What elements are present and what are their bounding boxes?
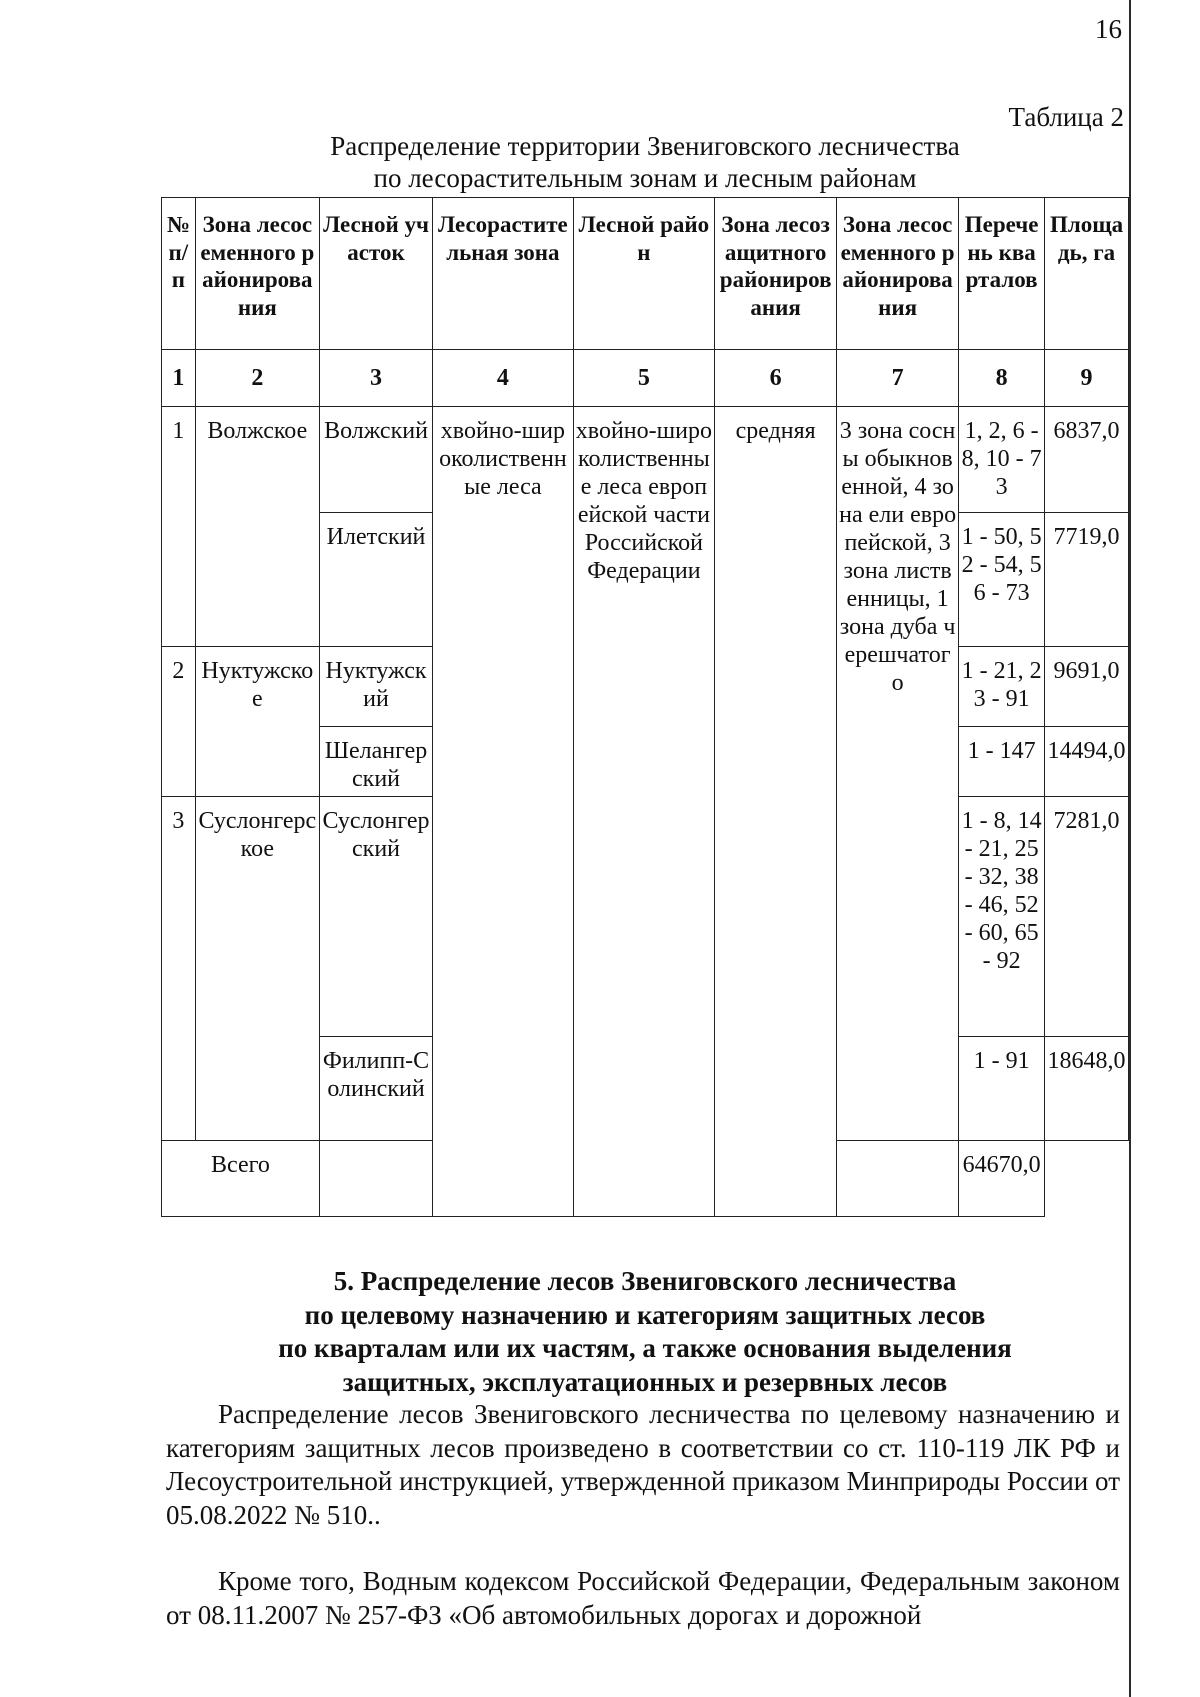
- header-seed-zone: Зона лесосеменного районирования: [195, 198, 319, 350]
- quarters-cell: 1 - 8, 14 - 21, 25 - 32, 38 - 46, 52 - 60, 65 - 92: [959, 797, 1045, 1037]
- column-number: 6: [715, 350, 837, 407]
- area-cell: 7719,0: [1045, 513, 1129, 647]
- quarters-cell: 1, 2, 6 - 8, 10 - 73: [959, 407, 1045, 513]
- table-header-row: [162, 198, 1129, 350]
- section-5-paragraph-1: Распределение лесов Звениговского лесничества по целевому назначению и категориям защитных лесов произведено в соответствии со ст. 110-119 ЛК РФ и Лесоустроительной инструкцией, утвержденной приказом Минприроды России от 05.08.2022 № 510..: [166, 1399, 1120, 1530]
- section-5-paragraph-2: Кроме того, Водным кодексом Российской Федерации, Федеральным законом от 08.11.2007 № 257-ФЗ «Об автомобильных дорогах и дорожной: [166, 1566, 1120, 1630]
- header-row-number: № п/п: [162, 198, 196, 350]
- forest-section-cell: Илетский: [319, 513, 432, 647]
- section-heading-line-1: 5. Распределение лесов Звениговского лесничества: [333, 1266, 957, 1296]
- seed-zone-cell: Нуктужское: [195, 647, 319, 797]
- forest-section-cell: Нуктужский: [319, 647, 432, 727]
- forest-section-cell: Волжский: [319, 407, 432, 513]
- table-row: [162, 407, 1129, 513]
- table-caption-line-1: Распределение территории Звениговского лесничества: [330, 131, 960, 161]
- column-number: 9: [1045, 350, 1129, 407]
- row-number: 1: [162, 407, 196, 647]
- row-number: 2: [162, 647, 196, 797]
- header-forest-section: Лесной участок: [319, 198, 432, 350]
- section-heading-line-3: по кварталам или их частям, а также основания выделения: [278, 1333, 1012, 1363]
- header-vegetation-zone: Лесорастительная зона: [433, 198, 573, 350]
- total-empty-cell: [837, 1141, 959, 1217]
- table-label: Таблица 2: [1008, 102, 1124, 132]
- column-number: 2: [195, 350, 319, 407]
- column-number-row: [162, 350, 1129, 407]
- total-label: Всего: [162, 1141, 320, 1217]
- header-area: Площадь, га: [1045, 198, 1129, 350]
- forest-region-cell: хвойно-широколиственные леса европейской части Российской Федерации: [573, 407, 715, 1217]
- header-forest-region: Лесной район: [573, 198, 715, 350]
- area-cell: 9691,0: [1045, 647, 1129, 727]
- header-seed-zone-details: Зона лесосеменного районирования: [837, 198, 959, 350]
- total-area: 64670,0: [959, 1141, 1045, 1217]
- forest-section-cell: Филипп-Солинский: [319, 1037, 432, 1141]
- quarters-cell: 1 - 50, 52 - 54, 56 - 73: [959, 513, 1045, 647]
- forest-section-cell: Суслонгерский: [319, 797, 432, 1037]
- header-quarters-list: Перечень кварталов: [959, 198, 1045, 350]
- column-number: 8: [959, 350, 1045, 407]
- protection-zone-cell: средняя: [715, 407, 837, 1217]
- seed-zone-cell: Суслонгерское: [195, 797, 319, 1141]
- vegetation-zone-cell: хвойно-широколиственные леса: [433, 407, 573, 1217]
- area-cell: 18648,0: [1045, 1037, 1129, 1141]
- column-number: 1: [162, 350, 196, 407]
- forest-distribution-table: [161, 197, 1129, 1217]
- quarters-cell: 1 - 91: [959, 1037, 1045, 1141]
- table-caption: [160, 130, 1130, 194]
- quarters-cell: 1 - 147: [959, 727, 1045, 797]
- column-number: 5: [573, 350, 715, 407]
- column-number: 4: [433, 350, 573, 407]
- section-heading-line-2: по целевому назначению и категориям защитных лесов: [304, 1299, 986, 1330]
- page-edge-rule: [1129, 0, 1131, 1697]
- table-caption-line-2: по лесорастительным зонам и лесным районам: [373, 163, 917, 193]
- forest-section-cell: Шелангерский: [319, 727, 432, 797]
- area-cell: 6837,0: [1045, 407, 1129, 513]
- area-cell: 7281,0: [1045, 797, 1129, 1037]
- header-protection-zone: Зона лесозащитного районирования: [715, 198, 837, 350]
- section-heading-line-4: защитных, эксплуатационных и резервных лесов: [342, 1366, 948, 1397]
- area-cell: 14494,0: [1045, 727, 1129, 797]
- quarters-cell: 1 - 21, 23 - 91: [959, 647, 1045, 727]
- section-5-heading: [160, 1265, 1130, 1399]
- total-empty-cell: [319, 1141, 432, 1217]
- column-number: 3: [319, 350, 432, 407]
- page-number: 16: [1095, 14, 1122, 44]
- seed-zone-details-cell: 3 зона сосны обыкновенной, 4 зона ели европейской, 3 зона лиственницы, 1 зона дуба черешчатого: [837, 407, 959, 1141]
- row-number: 3: [162, 797, 196, 1141]
- column-number: 7: [837, 350, 959, 407]
- seed-zone-cell: Волжское: [195, 407, 319, 647]
